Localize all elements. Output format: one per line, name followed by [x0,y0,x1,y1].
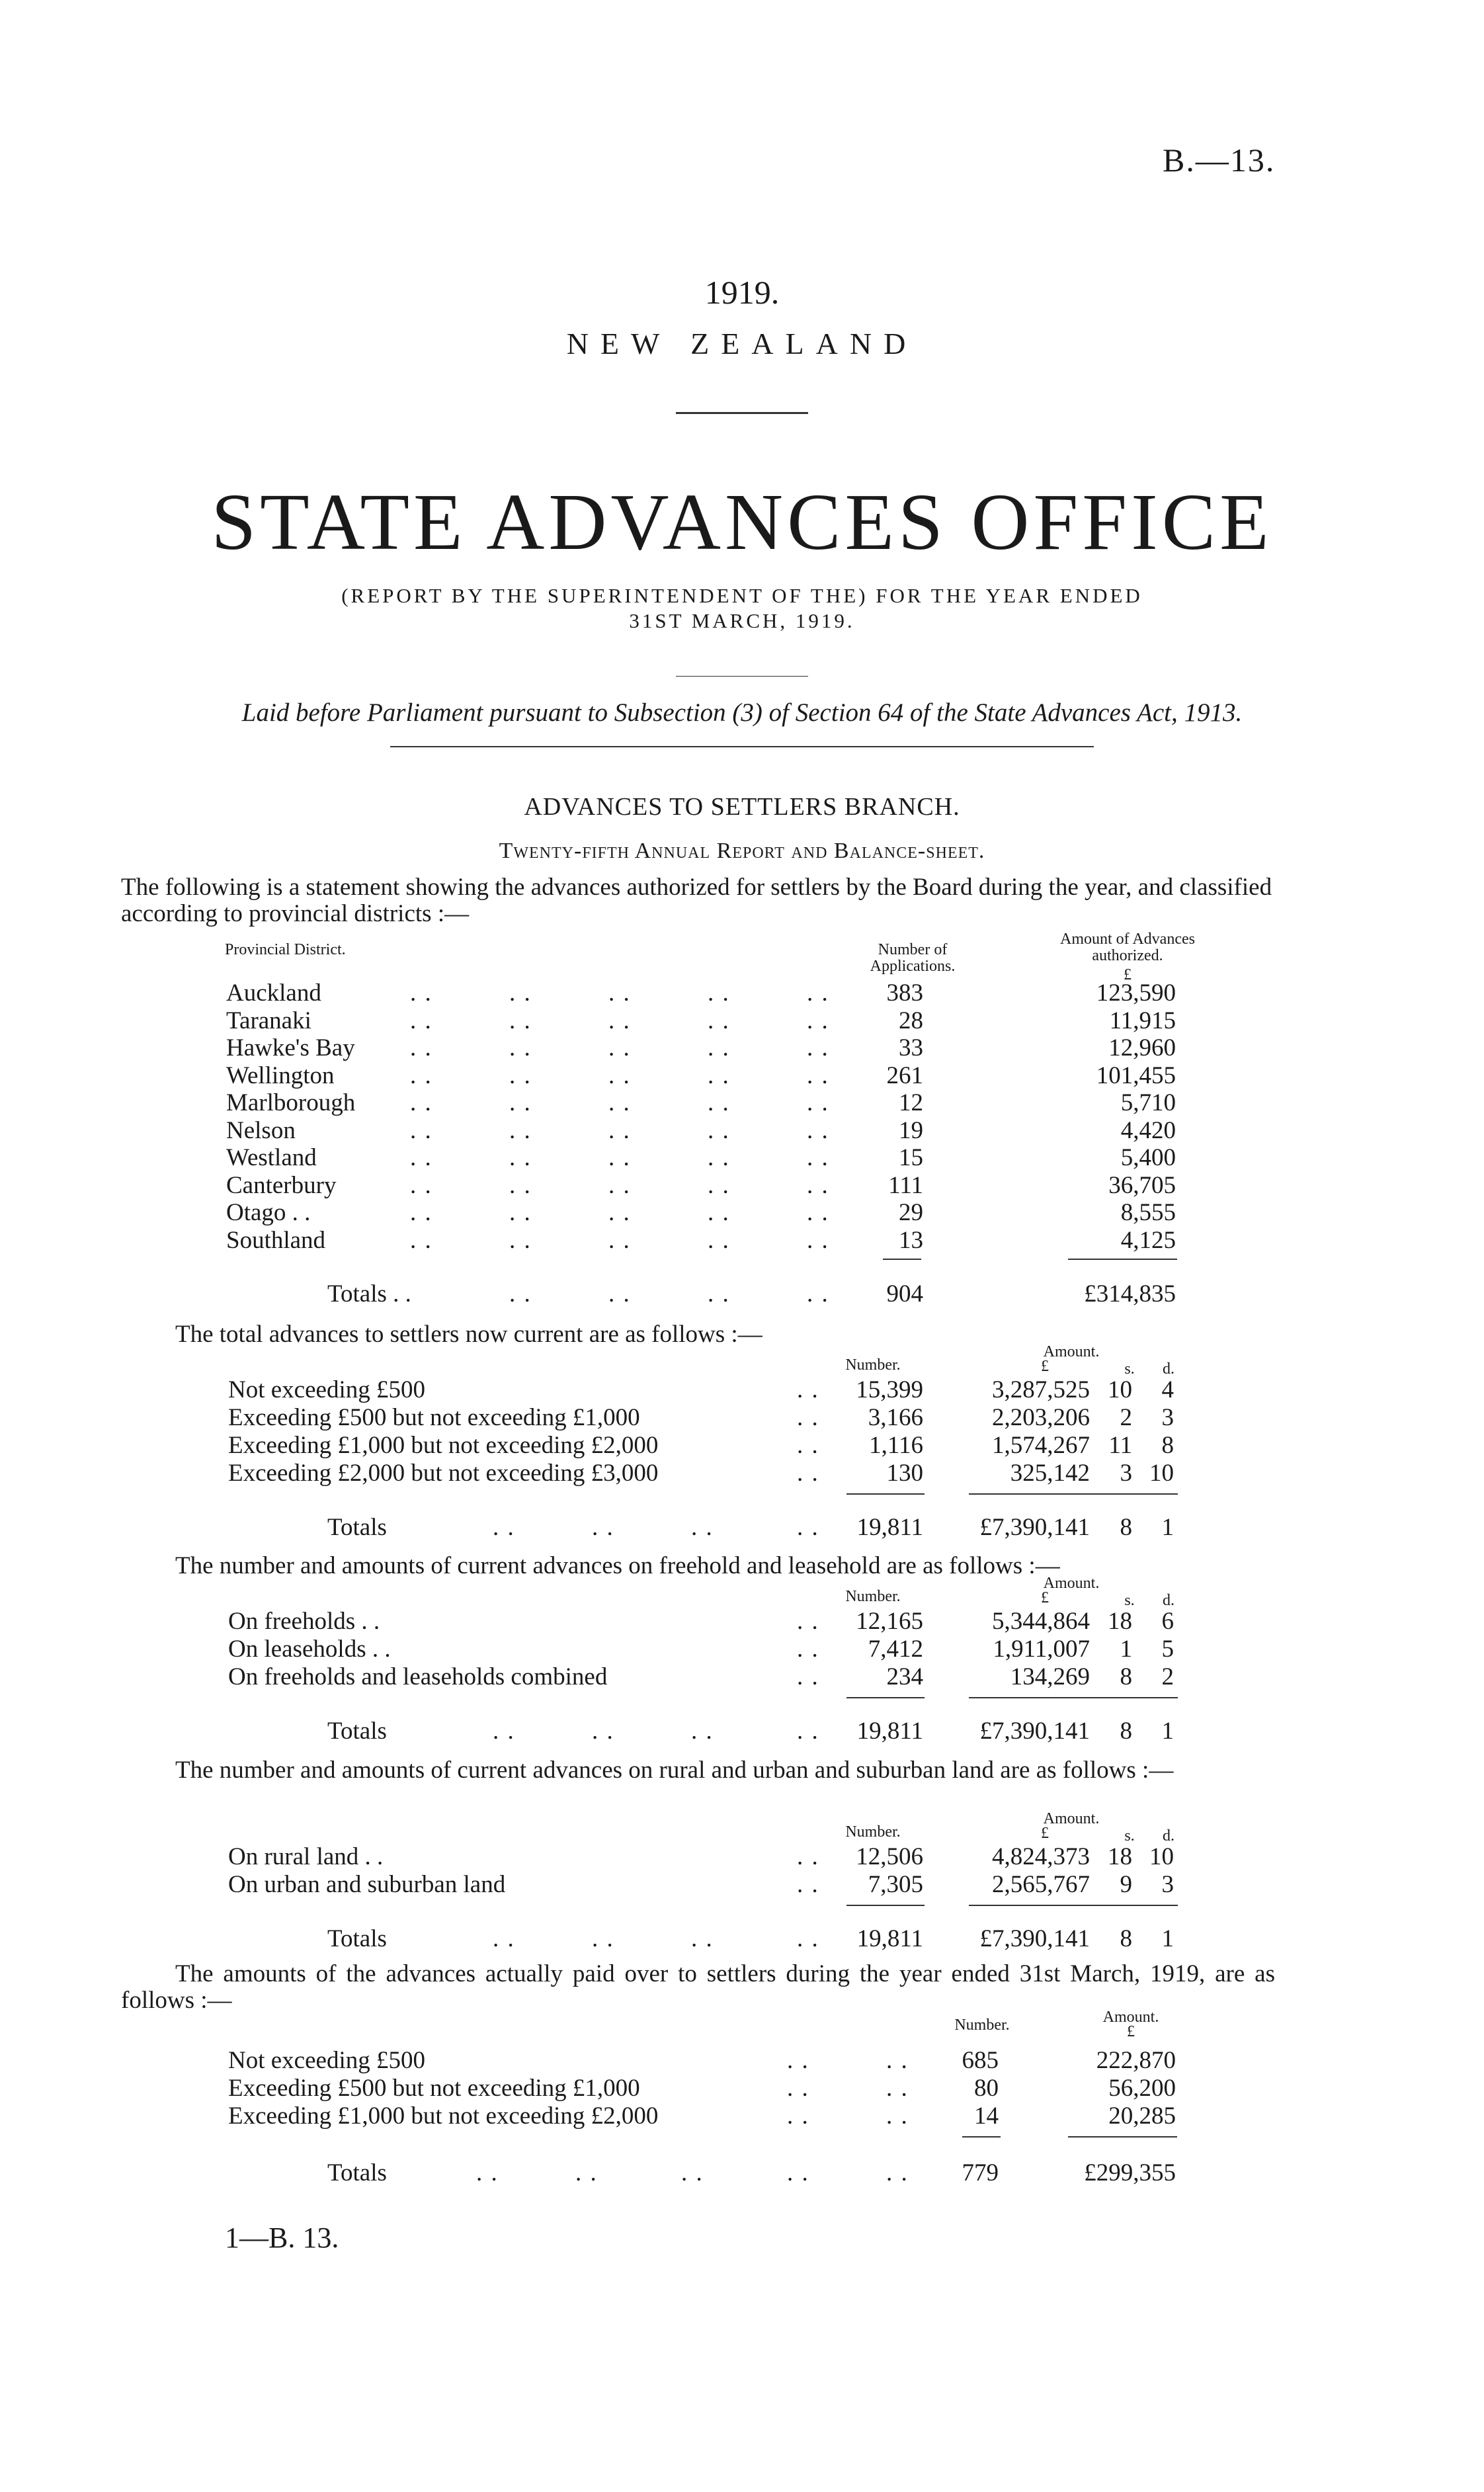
district-leader-dots: . . [807,1089,829,1116]
table-row [0,2074,1484,2102]
row-number: 15,399 [856,1376,923,1403]
paid-over-intro: The amounts of the advances actually paid over to settlers during the year ended 31st March, 1919, are as follows :— [121,1960,1275,2014]
subtotal-rule-number [962,2136,1001,2138]
district-leader-dots: . . [807,1226,829,1254]
row-shillings: 9 [1120,1871,1132,1898]
document-year: 1919. [704,274,780,311]
district-leader-dots: . . [410,1226,433,1254]
total-shillings: 8 [1120,1514,1132,1541]
row-pounds: 2,203,206 [992,1404,1090,1431]
district-name: Wellington [226,1061,335,1089]
row-shillings: 11 [1108,1432,1132,1459]
intro-paragraph: The following is a statement showing the advances authorized for settlers by the Board during the year, and classified according to provincial districts :— [121,874,1272,927]
district-leader-dots: . . [509,1034,532,1061]
row-pounds: 134,269 [1010,1663,1090,1690]
totals-leader-dots: . . [608,1280,631,1308]
district-leader-dots: . . [608,1034,631,1061]
district-leader-dots: . . [608,979,631,1007]
row-pounds: 5,344,864 [992,1608,1090,1635]
totals-row [0,1513,1484,1541]
row-number: 7,305 [868,1871,923,1898]
branch-heading: ADVANCES TO SETTLERS BRANCH. [524,793,960,821]
heading-rule [676,412,808,414]
laid-before-note: Laid before Parliament pursuant to Subsection (3) of Section 64 of the State Advances Act, 1913. [241,698,1243,727]
district-applications: 29 [899,1199,923,1226]
district-name: Westland [226,1144,317,1171]
row-pounds: 325,142 [1010,1460,1090,1487]
leader-dots: . . [691,1514,714,1541]
table-row [0,1431,1484,1459]
leader-dots: . . [797,1514,819,1541]
table-row [0,1116,1484,1144]
leader-dots: . . [797,1404,819,1431]
col-head-currency: £ [1124,966,1132,983]
leader-dots: . . [787,2159,809,2186]
col-head-shillings: s. [1124,1592,1135,1609]
col-head-amount: Amount. [1102,2009,1159,2026]
district-leader-dots: . . [410,1116,433,1144]
col-head-pounds: £ [1041,1825,1049,1842]
totals-label: Totals [327,2159,387,2186]
totals-row [0,1280,1484,1308]
district-leader-dots: . . [708,1089,730,1116]
leader-dots: . . [797,1663,819,1690]
col-head-amount: Amount. [1043,1575,1100,1592]
row-number: 130 [886,1460,923,1487]
col-head-currency: £ [1127,2023,1135,2040]
district-leader-dots: . . [807,1007,829,1034]
leader-dots: . . [797,1871,819,1898]
total-pence: 1 [1161,1718,1174,1745]
district-leader-dots: . . [509,1116,532,1144]
district-leader-dots: . . [807,1116,829,1144]
row-pence: 5 [1161,1636,1174,1663]
district-amount: 12,960 [1108,1034,1176,1061]
table-row [0,1007,1484,1034]
table-row [0,2102,1484,2130]
col-head-shillings: s. [1124,1827,1135,1845]
col-head-pence: d. [1163,1360,1175,1378]
district-name: Nelson [226,1116,296,1144]
table-row [0,1663,1484,1690]
district-applications: 383 [886,979,923,1007]
totals-leader-dots: . . [509,1280,532,1308]
district-leader-dots: . . [807,1171,829,1199]
table-row [0,1226,1484,1254]
district-applications: 12 [899,1089,923,1116]
row-label: Exceeding £1,000 but not exceeding £2,000 [228,1432,659,1459]
district-name: Hawke's Bay [226,1034,355,1061]
subtotal-rule-number [846,1905,925,1906]
table-row [0,1034,1484,1061]
district-leader-dots: . . [807,1199,829,1226]
row-pounds: 4,824,373 [992,1843,1090,1870]
table-row [0,1376,1484,1403]
district-leader-dots: . . [708,1199,730,1226]
total-number: 19,811 [856,1514,923,1541]
district-leader-dots: . . [608,1144,631,1171]
col-head-amount-authorized: Amount of Advances authorized. [1060,931,1195,964]
row-label: On leaseholds . . [228,1636,391,1663]
leader-dots: . . [691,1718,714,1745]
row-number: 14 [974,2102,999,2130]
row-number: 7,412 [868,1636,923,1663]
table-row [0,1171,1484,1199]
leader-dots: . . [797,1636,819,1663]
subtotal-rule-amount [1068,1259,1177,1260]
subtotal-rule-amount [969,1905,1178,1906]
col-head-amount: Amount. [1043,1810,1100,1827]
totals-leader-dots: . . [708,1280,730,1308]
col-head-amount: Amount. [1043,1343,1100,1360]
col-head-pence: d. [1163,1827,1175,1845]
table-row [0,1870,1484,1898]
table-row [0,1459,1484,1487]
document-reference: B.—13. [1163,142,1276,179]
row-pounds: 3,287,525 [992,1376,1090,1403]
table-row [0,979,1484,1007]
row-shillings: 18 [1108,1608,1132,1635]
row-pence: 4 [1161,1376,1174,1403]
table-row [0,1635,1484,1663]
district-name: Auckland [226,979,321,1007]
district-leader-dots: . . [708,1144,730,1171]
table-row [0,1198,1484,1226]
row-pence: 10 [1149,1460,1174,1487]
row-pence: 6 [1161,1608,1174,1635]
total-number: 19,811 [856,1718,923,1745]
district-leader-dots: . . [807,1144,829,1171]
row-pence: 3 [1161,1871,1174,1898]
col-head-pounds: £ [1041,1358,1049,1375]
current-advances-intro: The total advances to settlers now current are as follows :— [175,1321,763,1348]
district-applications: 15 [899,1144,923,1171]
district-amount: 36,705 [1108,1171,1176,1199]
tenure-intro: The number and amounts of current advances on freehold and leasehold are as follows :— [175,1552,1060,1579]
leader-dots: . . [797,1460,819,1487]
row-number: 80 [974,2075,999,2102]
subtitle-rule [676,676,808,677]
subtotal-rule-amount [1068,2136,1177,2138]
col-head-pence: d. [1163,1592,1175,1609]
row-number: 12,165 [856,1608,923,1635]
row-pounds: 1,911,007 [993,1636,1090,1663]
subtitle-line-2: 31ST MARCH, 1919. [629,609,855,632]
table-row [0,1061,1484,1089]
document-subtitle [0,583,1484,634]
col-head-number: Number. [845,1356,901,1374]
row-pounds: 1,574,267 [992,1432,1090,1459]
leader-dots: . . [476,2159,499,2186]
row-pence: 10 [1149,1843,1174,1870]
row-label: On freeholds . . [228,1608,380,1635]
district-leader-dots: . . [509,1007,532,1034]
table-row [0,1089,1484,1116]
totals-label: Totals [327,1718,387,1745]
col-head-shillings: s. [1124,1360,1135,1378]
land-type-intro: The number and amounts of current advances on rural and urban and suburban land are as follows :— [175,1757,1174,1784]
district-amount: 4,125 [1120,1226,1176,1254]
district-leader-dots: . . [509,1089,532,1116]
leader-dots: . . [797,1608,819,1635]
district-leader-dots: . . [807,1034,829,1061]
district-leader-dots: . . [708,1226,730,1254]
district-applications: 19 [899,1116,923,1144]
row-amount: 222,870 [1096,2047,1176,2074]
row-pounds: 2,565,767 [992,1871,1090,1898]
col-head-applications: Number of Applications. [870,941,956,975]
totals-label: Totals [327,1925,387,1952]
totals-row [0,1925,1484,1952]
row-label: Exceeding £1,000 but not exceeding £2,000 [228,2102,659,2130]
row-amount: 20,285 [1108,2102,1176,2130]
row-number: 234 [886,1663,923,1690]
subtotal-rule-number [883,1259,921,1260]
leader-dots: . . [797,1432,819,1459]
row-pence: 8 [1161,1432,1174,1459]
district-leader-dots: . . [509,1199,532,1226]
total-shillings: 8 [1120,1718,1132,1745]
leader-dots: . . [797,1718,819,1745]
document-title: STATE ADVANCES OFFICE [211,478,1273,567]
col-head-number: Number. [954,2016,1010,2034]
district-leader-dots: . . [608,1199,631,1226]
district-leader-dots: . . [608,1226,631,1254]
total-pounds: £7,390,141 [979,1925,1090,1952]
district-name: Canterbury [226,1171,337,1199]
district-applications: 13 [899,1226,923,1254]
row-shillings: 18 [1108,1843,1132,1870]
subtotal-rule-amount [969,1697,1178,1698]
district-leader-dots: . . [410,1061,433,1089]
district-leader-dots: . . [608,1061,631,1089]
district-leader-dots: . . [410,1171,433,1199]
table-row [0,1403,1484,1431]
district-leader-dots: . . [708,979,730,1007]
district-leader-dots: . . [410,1144,433,1171]
district-name: Otago . . [226,1199,311,1226]
district-leader-dots: . . [509,1226,532,1254]
district-name: Taranaki [226,1007,311,1034]
totals-row [0,1717,1484,1745]
col-head-number: Number. [845,1588,901,1605]
row-number: 685 [962,2047,999,2074]
total-amount: £299,355 [1084,2159,1176,2186]
leader-dots: . . [797,1843,819,1870]
district-leader-dots: . . [708,1171,730,1199]
row-number: 12,506 [856,1843,923,1870]
district-amount: 11,915 [1109,1007,1176,1034]
page-footer: 1—B. 13. [225,2222,339,2254]
district-applications: 111 [888,1171,923,1199]
country-heading: NEW ZEALAND [566,327,918,360]
col-head-district: Provincial District. [225,941,346,958]
row-pence: 2 [1161,1663,1174,1690]
district-leader-dots: . . [410,979,433,1007]
row-label: On rural land . . [228,1843,384,1870]
total-applications: 904 [886,1280,923,1308]
district-leader-dots: . . [410,1034,433,1061]
total-shillings: 8 [1120,1925,1132,1952]
district-leader-dots: . . [410,1089,433,1116]
table-row [0,1607,1484,1635]
leader-dots: . . [681,2159,704,2186]
laid-rule [390,746,1094,747]
totals-row [0,2159,1484,2186]
row-label: Exceeding £2,000 but not exceeding £3,000 [228,1460,659,1487]
leader-dots: . . [886,2047,909,2074]
district-leader-dots: . . [509,979,532,1007]
row-shillings: 10 [1108,1376,1132,1403]
totals-leader-dots: . . [807,1280,829,1308]
total-amount: £314,835 [1084,1280,1176,1308]
row-shillings: 8 [1120,1663,1132,1690]
district-amount: 4,420 [1120,1116,1176,1144]
leader-dots: . . [592,1514,614,1541]
district-applications: 261 [886,1061,923,1089]
row-number: 3,166 [868,1404,923,1431]
row-shillings: 3 [1120,1460,1132,1487]
subtotal-rule-number [846,1493,925,1495]
district-amount: 123,590 [1096,979,1176,1007]
row-label: Not exceeding £500 [228,2047,425,2074]
col-head-pounds: £ [1041,1589,1049,1606]
leader-dots: . . [691,1925,714,1952]
leader-dots: . . [886,2102,909,2130]
district-leader-dots: . . [509,1061,532,1089]
row-label: On freeholds and leaseholds combined [228,1663,608,1690]
leader-dots: . . [886,2075,909,2102]
leader-dots: . . [787,2075,809,2102]
district-applications: 33 [899,1034,923,1061]
leader-dots: . . [592,1718,614,1745]
district-leader-dots: . . [410,1007,433,1034]
row-label: Exceeding £500 but not exceeding £1,000 [228,1404,640,1431]
district-name: Marlborough [226,1089,356,1116]
report-heading: Twenty-fifth Annual Report and Balance-sheet. [499,839,985,863]
totals-label: Totals [327,1514,387,1541]
subtotal-rule-number [846,1697,925,1698]
leader-dots: . . [787,2102,809,2130]
district-leader-dots: . . [608,1007,631,1034]
district-leader-dots: . . [509,1144,532,1171]
district-leader-dots: . . [608,1116,631,1144]
district-leader-dots: . . [608,1089,631,1116]
district-leader-dots: . . [708,1116,730,1144]
row-shillings: 2 [1120,1404,1132,1431]
district-amount: 5,400 [1120,1144,1176,1171]
total-pounds: £7,390,141 [979,1718,1090,1745]
row-label: On urban and suburban land [228,1871,506,1898]
subtotal-rule-amount [969,1493,1178,1495]
district-applications: 28 [899,1007,923,1034]
district-leader-dots: . . [708,1034,730,1061]
leader-dots: . . [493,1718,515,1745]
col-head-number: Number. [845,1823,901,1841]
district-leader-dots: . . [708,1061,730,1089]
totals-label: Totals . . [327,1280,411,1308]
district-leader-dots: . . [807,1061,829,1089]
total-pence: 1 [1161,1925,1174,1952]
row-amount: 56,200 [1108,2075,1176,2102]
district-leader-dots: . . [509,1171,532,1199]
subtitle-line-1: (REPORT BY THE SUPERINTENDENT OF THE) FOR THE YEAR ENDED [341,584,1143,607]
district-leader-dots: . . [807,979,829,1007]
district-leader-dots: . . [608,1171,631,1199]
leader-dots: . . [797,1925,819,1952]
total-number: 19,811 [856,1925,923,1952]
row-shillings: 1 [1120,1636,1132,1663]
table-row [0,2046,1484,2074]
leader-dots: . . [592,1925,614,1952]
district-leader-dots: . . [708,1007,730,1034]
district-amount: 8,555 [1120,1199,1176,1226]
table-row [0,1143,1484,1171]
leader-dots: . . [493,1925,515,1952]
table-row [0,1843,1484,1870]
leader-dots: . . [787,2047,809,2074]
leader-dots: . . [886,2159,909,2186]
district-amount: 101,455 [1096,1061,1176,1089]
total-pence: 1 [1161,1514,1174,1541]
district-amount: 5,710 [1120,1089,1176,1116]
district-name: Southland [226,1226,326,1254]
total-pounds: £7,390,141 [979,1514,1090,1541]
district-leader-dots: . . [410,1199,433,1226]
row-number: 1,116 [869,1432,923,1459]
row-label: Not exceeding £500 [228,1376,425,1403]
row-label: Exceeding £500 but not exceeding £1,000 [228,2075,640,2102]
total-number: 779 [962,2159,999,2186]
leader-dots: . . [575,2159,598,2186]
leader-dots: . . [493,1514,515,1541]
row-pence: 3 [1161,1404,1174,1431]
leader-dots: . . [797,1376,819,1403]
